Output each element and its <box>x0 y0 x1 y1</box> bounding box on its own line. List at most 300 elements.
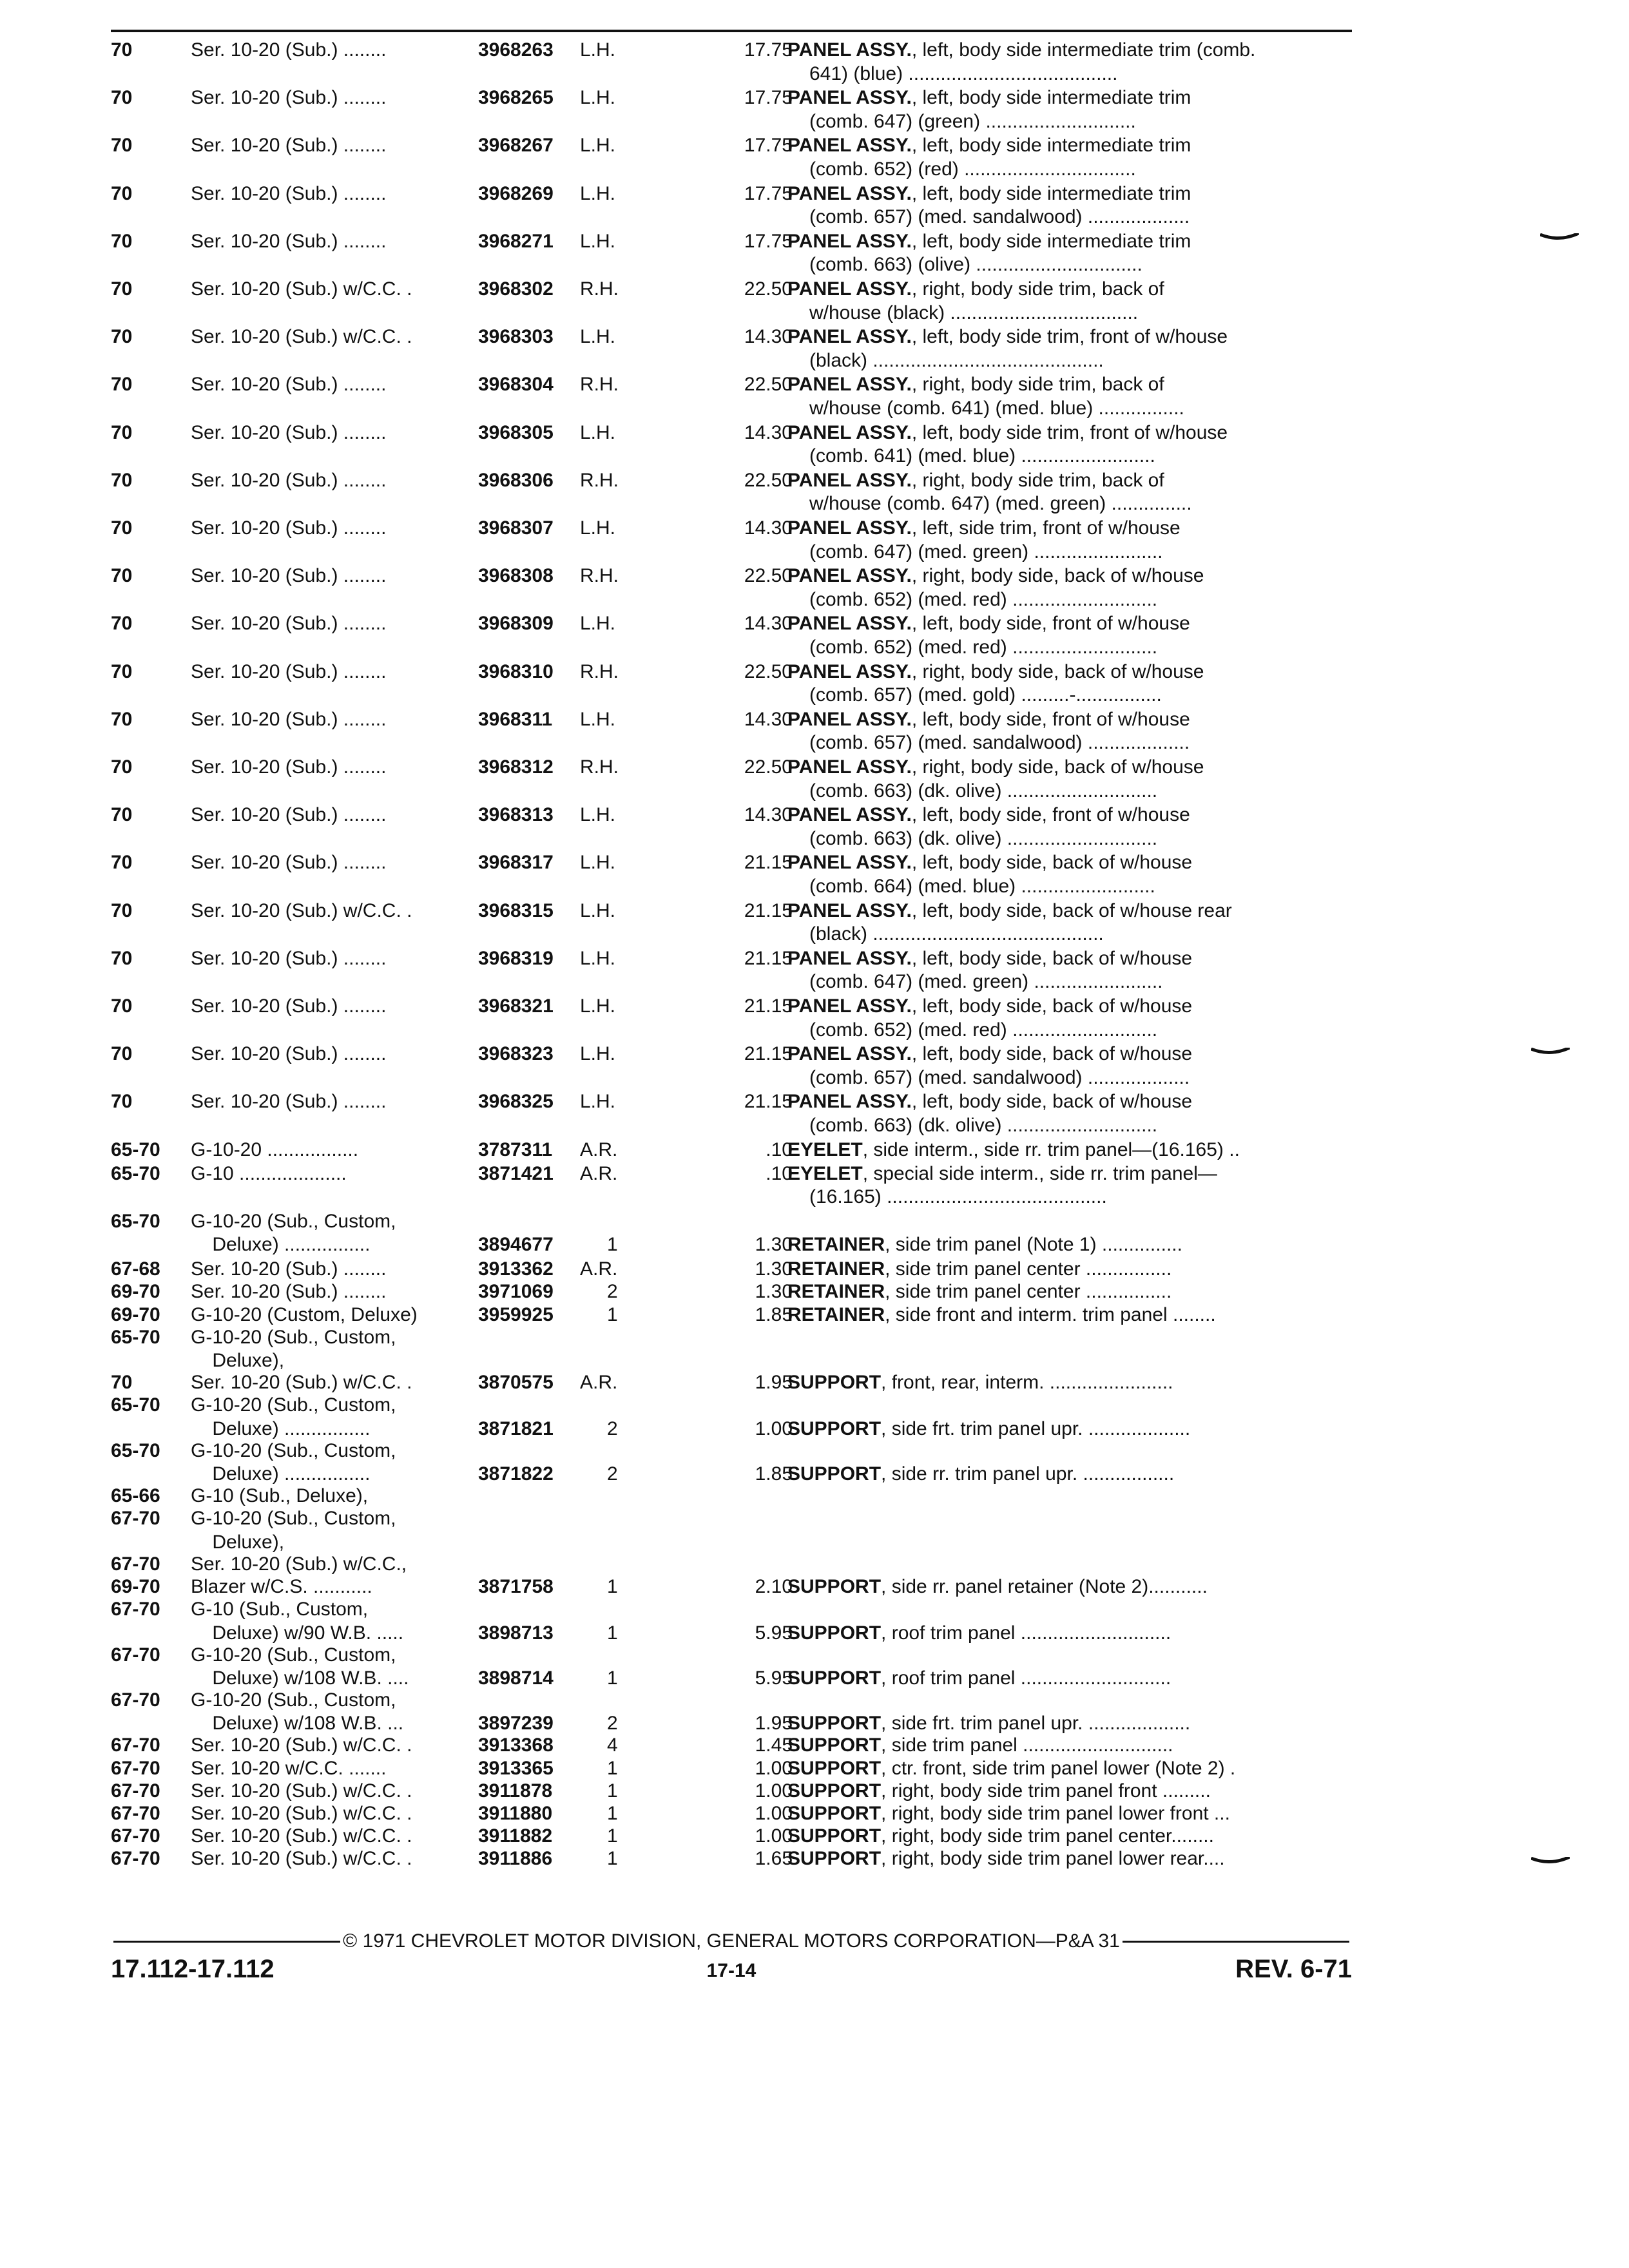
description-line <box>787 1780 1352 1803</box>
description <box>787 1303 1352 1327</box>
quantity: R.H. <box>580 660 619 682</box>
section-number: 17.112-17.112 <box>111 1955 275 1983</box>
part-number: 3913368 <box>478 1735 554 1756</box>
model-line: G-10 .................... <box>191 1162 347 1184</box>
price: .10 <box>766 1139 793 1160</box>
price: 17.75 <box>744 182 793 204</box>
quantity: L.H. <box>580 947 616 969</box>
part-name: SUPPORT <box>787 1667 882 1689</box>
description-text: , roof trim panel ............................ <box>881 1667 1171 1689</box>
part-number: 3968269 <box>478 182 554 204</box>
description-line <box>787 1847 1352 1871</box>
part-name: RETAINER <box>787 1234 885 1256</box>
description-line: (comb. 657) (med. gold) .........-................ <box>809 684 1162 706</box>
part-number: 3968308 <box>478 565 554 587</box>
description-line: (comb. 663) (dk. olive) ............................ <box>809 780 1158 802</box>
description-line <box>787 134 1352 158</box>
description-line: (comb. 652) (med. red) ........................... <box>809 588 1158 610</box>
revision-label: REV. 6-71 <box>1235 1955 1352 1983</box>
description-line <box>787 1667 1352 1691</box>
price: 17.75 <box>744 87 793 109</box>
description-line <box>787 947 1352 971</box>
model-line: G-10 (Sub., Custom, <box>191 1599 369 1620</box>
part-number: 3968271 <box>478 230 554 252</box>
part-name: PANEL ASSY. <box>787 613 912 635</box>
page-number: 17-14 <box>706 1960 757 1981</box>
description <box>787 86 1352 133</box>
quantity: 2 <box>607 1418 618 1439</box>
year-range: 70 <box>111 469 133 491</box>
year-range: 70 <box>111 39 133 61</box>
description <box>787 564 1352 611</box>
description-line <box>787 1734 1352 1758</box>
model-line: Ser. 10-20 (Sub.) ........ <box>191 1281 387 1303</box>
part-name: PANEL ASSY. <box>787 852 912 874</box>
quantity: R.H. <box>580 278 619 300</box>
year-range: 65-66 <box>111 1485 160 1507</box>
part-name: SUPPORT <box>787 1780 882 1802</box>
price: 17.75 <box>744 39 793 61</box>
description-line <box>787 708 1352 732</box>
model-line: Deluxe) ................ <box>191 1418 371 1439</box>
description-text: , right, body side, back of w/house <box>911 565 1204 587</box>
quantity: L.H. <box>580 421 616 443</box>
description-text: , right, body side trim panel center........ <box>881 1825 1214 1847</box>
price: 14.30 <box>744 326 793 348</box>
price: 21.15 <box>744 995 793 1017</box>
part-number: 3968312 <box>478 756 554 778</box>
price: 1.00 <box>755 1825 793 1847</box>
description-text: , side interm., side rr. trim panel—(16.165) .. <box>862 1139 1240 1160</box>
description-line <box>787 517 1352 541</box>
description-line: (comb. 652) (med. red) ........................... <box>809 1019 1158 1041</box>
part-name: RETAINER <box>787 1258 885 1280</box>
copyright-line <box>111 1930 1352 1952</box>
description-line <box>787 1622 1352 1646</box>
description-line <box>787 1802 1352 1826</box>
description <box>787 803 1352 850</box>
model-line: Ser. 10-20 (Sub.) ........ <box>191 708 387 730</box>
description <box>787 1162 1352 1209</box>
year-range: 70 <box>111 230 133 252</box>
quantity: 1 <box>607 1575 618 1597</box>
model-line: G-10-20 ................. <box>191 1139 359 1160</box>
model-line: G-10-20 (Sub., Custom, <box>191 1394 396 1416</box>
description-text: , special side interm., side rr. trim panel— <box>862 1162 1217 1184</box>
description-line: (comb. 657) (med. sandalwood) ................... <box>809 206 1190 228</box>
model-line: Ser. 10-20 (Sub.) ........ <box>191 135 387 157</box>
description-text: , side frt. trim panel upr. ................... <box>881 1418 1191 1439</box>
description <box>787 1734 1352 1758</box>
model-line: Ser. 10-20 (Sub.) w/C.C., <box>191 1553 407 1575</box>
model-cell <box>191 1485 581 1508</box>
model-line: Deluxe) w/90 W.B. ..... <box>191 1622 404 1644</box>
description-text: , left, body side, front of w/house <box>911 708 1190 730</box>
description <box>787 756 1352 803</box>
year-range: 70 <box>111 852 133 874</box>
description-line: (comb. 647) (green) ............................ <box>809 110 1136 132</box>
part-name: PANEL ASSY. <box>787 87 912 109</box>
price: 21.15 <box>744 1091 793 1113</box>
description-line <box>787 612 1352 636</box>
model-line: G-10-20 (Sub., Custom, <box>191 1689 396 1711</box>
description <box>787 1622 1352 1646</box>
description-text: , ctr. front, side trim panel lower (Note 2) . <box>881 1757 1236 1779</box>
quantity: A.R. <box>580 1139 618 1160</box>
margin-mark <box>1531 1857 1570 1866</box>
part-number: 3968303 <box>478 326 554 348</box>
part-name: SUPPORT <box>787 1575 882 1597</box>
quantity: L.H. <box>580 230 616 252</box>
price: 5.95 <box>755 1667 793 1689</box>
description-text: , right, body side trim, back of <box>911 374 1164 396</box>
year-range: 70 <box>111 421 133 443</box>
part-name: PANEL ASSY. <box>787 469 912 491</box>
model-line: G-10-20 (Custom, Deluxe) <box>191 1303 418 1325</box>
part-name: PANEL ASSY. <box>787 230 912 252</box>
model-line: Ser. 10-20 w/C.C. ....... <box>191 1757 387 1779</box>
model-line: Blazer w/C.S. ........... <box>191 1575 372 1597</box>
description-line <box>787 1303 1352 1327</box>
description-text: , left, body side intermediate trim <box>911 87 1191 109</box>
quantity: A.R. <box>580 1258 618 1280</box>
model-line: Ser. 10-20 (Sub.) w/C.C. . <box>191 1735 412 1756</box>
price: 14.30 <box>744 517 793 539</box>
part-name: PANEL ASSY. <box>787 947 912 969</box>
model-line: Ser. 10-20 (Sub.) ........ <box>191 613 387 635</box>
description-text: , side rr. trim panel upr. ................. <box>881 1463 1175 1485</box>
model-line: Ser. 10-20 (Sub.) ........ <box>191 87 387 109</box>
part-name: EYELET <box>787 1139 863 1160</box>
year-range: 70 <box>111 87 133 109</box>
model-line: Deluxe) ................ <box>191 1234 371 1256</box>
quantity: 2 <box>607 1463 618 1485</box>
part-name: PANEL ASSY. <box>787 1091 912 1113</box>
description-line <box>787 182 1352 206</box>
model-line: G-10-20 (Sub., Custom, <box>191 1644 396 1666</box>
part-name: PANEL ASSY. <box>787 135 912 157</box>
quantity: 1 <box>607 1303 618 1325</box>
part-name: PANEL ASSY. <box>787 421 912 443</box>
description-text: , left, body side, back of w/house <box>911 1043 1193 1065</box>
model-line: Deluxe) ................ <box>191 1463 371 1485</box>
part-number: 3968311 <box>478 708 553 730</box>
year-range: 70 <box>111 374 133 396</box>
footer-rule-left <box>113 1941 340 1943</box>
price: 21.15 <box>744 1043 793 1065</box>
price: 1.65 <box>755 1848 793 1870</box>
year-range: 70 <box>111 1091 133 1113</box>
price: 14.30 <box>744 804 793 826</box>
description-line: 641) (blue) ....................................... <box>809 62 1118 84</box>
year-range: 70 <box>111 756 133 778</box>
part-number: 3968304 <box>478 374 554 396</box>
quantity: R.H. <box>580 565 619 587</box>
description-line: (comb. 657) (med. sandalwood) ................... <box>809 732 1190 754</box>
top-rule <box>111 30 1352 32</box>
description-text: , side trim panel (Note 1) ............... <box>885 1234 1182 1256</box>
quantity: R.H. <box>580 374 619 396</box>
description-text: , left, body side, front of w/house <box>911 804 1190 826</box>
price: 1.00 <box>755 1802 793 1824</box>
quantity: L.H. <box>580 87 616 109</box>
year-range: 65-70 <box>111 1139 160 1160</box>
model-line: Ser. 10-20 (Sub.) ........ <box>191 421 387 443</box>
description-text: , left, body side intermediate trim <box>911 182 1191 204</box>
part-name: PANEL ASSY. <box>787 1043 912 1065</box>
description-line <box>787 325 1352 349</box>
model-line: G-10-20 (Sub., Custom, <box>191 1508 396 1530</box>
model-line: Ser. 10-20 (Sub.) ........ <box>191 660 387 682</box>
description-line: (comb. 663) (dk. olive) ............................ <box>809 1114 1158 1136</box>
description-line: (comb. 641) (med. blue) ......................... <box>809 445 1155 467</box>
description-text: , left, side trim, front of w/house <box>911 517 1181 539</box>
year-range: 65-70 <box>111 1210 160 1232</box>
description-text: , left, body side intermediate trim <box>911 135 1191 157</box>
part-number: 3871822 <box>478 1463 554 1485</box>
quantity: 2 <box>607 1713 618 1735</box>
part-name: SUPPORT <box>787 1418 882 1439</box>
price: 1.30 <box>755 1258 793 1280</box>
part-name: RETAINER <box>787 1303 885 1325</box>
quantity: L.H. <box>580 1043 616 1065</box>
description-text: , right, body side, back of w/house <box>911 756 1204 778</box>
description <box>787 421 1352 468</box>
price: 1.00 <box>755 1757 793 1779</box>
model-cell <box>191 1326 581 1373</box>
year-range: 67-70 <box>111 1848 160 1870</box>
description-line: w/house (comb. 641) (med. blue) ................ <box>809 397 1184 419</box>
part-name: PANEL ASSY. <box>787 326 912 348</box>
price: 1.85 <box>755 1463 793 1485</box>
model-line: Ser. 10-20 (Sub.) ........ <box>191 469 387 491</box>
part-number: 3968307 <box>478 517 554 539</box>
year-range: 70 <box>111 804 133 826</box>
description-text: , right, body side trim panel front ......... <box>881 1780 1211 1802</box>
quantity: L.H. <box>580 613 616 635</box>
description <box>787 1712 1352 1736</box>
model-line: Ser. 10-20 (Sub.) w/C.C. . <box>191 326 412 348</box>
description-text: , right, body side trim panel lower front ... <box>881 1802 1230 1824</box>
year-range: 70 <box>111 660 133 682</box>
price: 14.30 <box>744 421 793 443</box>
price: 21.15 <box>744 947 793 969</box>
description-line <box>787 995 1352 1019</box>
description <box>787 1418 1352 1441</box>
description-text: , left, body side trim, front of w/house <box>911 421 1228 443</box>
part-number: 3968305 <box>478 421 554 443</box>
description-line <box>787 1043 1352 1066</box>
description-text: , right, body side trim panel lower rear.... <box>881 1848 1225 1870</box>
description-line <box>787 1139 1352 1162</box>
description-text: , left, body side trim, front of w/house <box>911 326 1228 348</box>
part-name: SUPPORT <box>787 1757 882 1779</box>
description-text: , left, body side, back of w/house <box>911 852 1193 874</box>
part-name: SUPPORT <box>787 1825 882 1847</box>
description <box>787 1757 1352 1781</box>
price: 1.30 <box>755 1281 793 1303</box>
copyright-text: © 1971 CHEVROLET MOTOR DIVISION, GENERAL MOTORS CORPORATION—P&A 31 <box>343 1930 1120 1952</box>
year-range: 67-70 <box>111 1508 160 1530</box>
model-line: Ser. 10-20 (Sub.) ........ <box>191 517 387 539</box>
model-line: Ser. 10-20 (Sub.) w/C.C. . <box>191 1825 412 1847</box>
description <box>787 469 1352 516</box>
quantity: L.H. <box>580 135 616 157</box>
description-text: , right, body side, back of w/house <box>911 660 1204 682</box>
description-text: , roof trim panel ............................ <box>881 1622 1171 1644</box>
description-line <box>787 1825 1352 1849</box>
description <box>787 1371 1352 1395</box>
price: 14.30 <box>744 708 793 730</box>
part-name: PANEL ASSY. <box>787 374 912 396</box>
price: 5.95 <box>755 1622 793 1644</box>
description-text: , side trim panel ............................ <box>881 1735 1173 1756</box>
price: 22.50 <box>744 278 793 300</box>
description <box>787 1043 1352 1090</box>
part-number: 3968317 <box>478 852 554 874</box>
part-number: 3911880 <box>478 1802 553 1824</box>
description-line <box>787 1463 1352 1486</box>
model-line: Ser. 10-20 (Sub.) ........ <box>191 852 387 874</box>
model-line: Ser. 10-20 (Sub.) w/C.C. . <box>191 899 412 921</box>
model-line: Deluxe) w/108 W.B. ... <box>191 1713 404 1735</box>
year-range: 70 <box>111 1372 133 1394</box>
model-line: Deluxe) w/108 W.B. .... <box>191 1667 409 1689</box>
price: 22.50 <box>744 374 793 396</box>
quantity: 1 <box>607 1757 618 1779</box>
quantity: L.H. <box>580 899 616 921</box>
description-line <box>787 851 1352 875</box>
model-line: Ser. 10-20 (Sub.) ........ <box>191 947 387 969</box>
description-line <box>787 469 1352 493</box>
part-name: RETAINER <box>787 1281 885 1303</box>
quantity: L.H. <box>580 708 616 730</box>
part-number: 3968323 <box>478 1043 554 1065</box>
part-name: SUPPORT <box>787 1802 882 1824</box>
description <box>787 1280 1352 1304</box>
model-line: G-10-20 (Sub., Custom, <box>191 1210 396 1232</box>
quantity: A.R. <box>580 1372 618 1394</box>
part-name: PANEL ASSY. <box>787 995 912 1017</box>
model-line: Deluxe), <box>191 1350 285 1372</box>
description <box>787 708 1352 755</box>
part-number: 3913365 <box>478 1757 554 1779</box>
year-range: 67-68 <box>111 1258 160 1280</box>
description-text: , side trim panel center ................ <box>885 1281 1172 1303</box>
part-number: 3968267 <box>478 135 554 157</box>
description-text: , left, body side, back of w/house <box>911 1091 1193 1113</box>
part-name: PANEL ASSY. <box>787 899 912 921</box>
part-name: PANEL ASSY. <box>787 278 912 300</box>
year-range: 69-70 <box>111 1303 160 1325</box>
model-line: Ser. 10-20 (Sub.) ........ <box>191 756 387 778</box>
price: 1.45 <box>755 1735 793 1756</box>
description <box>787 1847 1352 1871</box>
description <box>787 134 1352 181</box>
description-text: , left, body side, front of w/house <box>911 613 1190 635</box>
model-line: G-10 (Sub., Deluxe), <box>191 1485 369 1507</box>
part-name: SUPPORT <box>787 1713 882 1735</box>
description <box>787 1667 1352 1691</box>
year-range: 67-70 <box>111 1553 160 1575</box>
part-name: PANEL ASSY. <box>787 756 912 778</box>
year-range: 70 <box>111 135 133 157</box>
model-line: Deluxe), <box>191 1531 285 1553</box>
description-line: (comb. 663) (olive) ............................... <box>809 254 1142 276</box>
year-range: 70 <box>111 708 133 730</box>
price: 21.15 <box>744 899 793 921</box>
description-text: , left, body side, back of w/house <box>911 995 1193 1017</box>
quantity: L.H. <box>580 39 616 61</box>
model-line: Ser. 10-20 (Sub.) ........ <box>191 230 387 252</box>
year-range: 67-70 <box>111 1735 160 1756</box>
description-text: , left, body side, back of w/house rear <box>911 899 1232 921</box>
model-line: Ser. 10-20 (Sub.) ........ <box>191 1043 387 1065</box>
year-range: 67-70 <box>111 1757 160 1779</box>
part-name: PANEL ASSY. <box>787 182 912 204</box>
year-range: 70 <box>111 182 133 204</box>
price: 22.50 <box>744 469 793 491</box>
description <box>787 325 1352 372</box>
description <box>787 1825 1352 1849</box>
description-line <box>787 756 1352 780</box>
description-line: (comb. 647) (med. green) ........................ <box>809 541 1163 562</box>
year-range: 70 <box>111 1043 133 1065</box>
description <box>787 1575 1352 1599</box>
description <box>787 1233 1352 1257</box>
description <box>787 39 1352 86</box>
description-line <box>787 230 1352 254</box>
description-line <box>787 421 1352 445</box>
description <box>787 230 1352 277</box>
price: 1.95 <box>755 1713 793 1735</box>
footer-rule-right <box>1123 1941 1349 1943</box>
year-range: 65-70 <box>111 1394 160 1416</box>
part-number: 3911878 <box>478 1780 553 1802</box>
description-line <box>787 39 1352 62</box>
quantity: L.H. <box>580 182 616 204</box>
year-range: 67-70 <box>111 1599 160 1620</box>
part-number: 3787311 <box>478 1139 553 1160</box>
part-number: 3911882 <box>478 1825 553 1847</box>
description <box>787 660 1352 707</box>
description <box>787 1258 1352 1282</box>
part-number: 3968313 <box>478 804 554 826</box>
part-number: 3971069 <box>478 1281 554 1303</box>
part-number: 3911886 <box>478 1848 553 1870</box>
part-name: PANEL ASSY. <box>787 708 912 730</box>
description-line <box>787 1280 1352 1304</box>
part-number: 3968315 <box>478 899 554 921</box>
part-number: 3871758 <box>478 1575 554 1597</box>
year-range: 70 <box>111 899 133 921</box>
price: 1.85 <box>755 1303 793 1325</box>
description <box>787 1139 1352 1162</box>
quantity: L.H. <box>580 326 616 348</box>
description-line: w/house (black) ................................... <box>809 302 1139 323</box>
description-text: , side front and interm. trim panel ........ <box>885 1303 1216 1325</box>
part-number: 3968319 <box>478 947 554 969</box>
description-text: , side frt. trim panel upr. ................... <box>881 1713 1191 1735</box>
price: .10 <box>766 1162 793 1184</box>
year-range: 67-70 <box>111 1689 160 1711</box>
part-number: 3897239 <box>478 1713 554 1735</box>
description-line: (comb. 664) (med. blue) ......................... <box>809 875 1155 897</box>
quantity: 1 <box>607 1622 618 1644</box>
part-number: 3968310 <box>478 660 554 682</box>
description <box>787 612 1352 659</box>
description-line <box>787 1258 1352 1282</box>
